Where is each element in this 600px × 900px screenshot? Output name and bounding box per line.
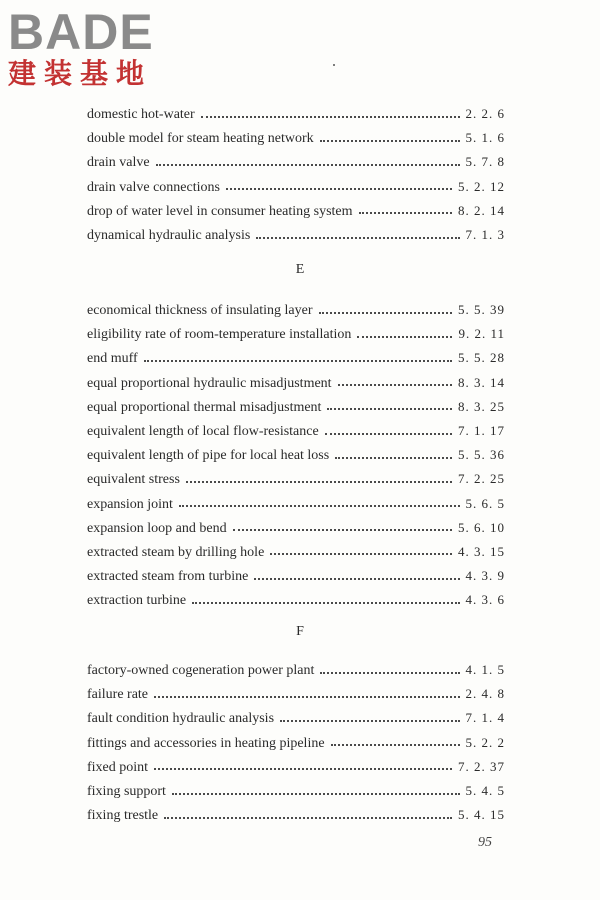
index-entry [87,371,505,395]
entry-reference: 7. 1. 4 [465,710,505,726]
entry-reference: 5. 7. 8 [465,154,505,170]
dot-leader [327,407,452,410]
index-section-d [87,102,505,247]
entry-term: fixed point [87,759,149,775]
entry-reference: 5. 2. 2 [465,734,505,750]
entry-term: eligibility rate of room-temperature installation [87,327,352,343]
entry-term: equal proportional thermal misadjustment [87,399,322,415]
section-letter-f: F [296,624,304,639]
dot-leader [201,115,460,118]
dot-leader [320,671,459,674]
entry-reference: 8. 2. 14 [458,202,505,218]
section-letter-e: E [295,262,305,277]
entry-term: domestic hot-water [87,107,195,122]
logo-chinese-text: 建装基地 [8,57,153,90]
entry-reference: 5. 5. 39 [458,302,505,317]
dot-leader [357,335,452,338]
dot-leader [226,187,452,190]
entry-term: end muff [87,351,138,367]
entry-term: expansion joint [87,496,173,512]
index-entry [87,731,505,755]
dot-leader [331,743,460,746]
entry-reference: 4. 3. 6 [465,592,505,608]
dot-leader [335,456,452,459]
entry-reference: 5. 6. 5 [465,495,505,511]
entry-term: dynamical hydraulic analysis [87,227,251,243]
index-entry [87,395,505,419]
index-entry [87,102,505,126]
index-entry [87,706,505,730]
entry-term: failure rate [87,687,149,703]
entry-term: factory-owned cogeneration power plant [87,663,315,678]
entry-term: extraction turbine [87,593,187,609]
index-entry [87,419,505,443]
dot-leader [192,601,459,604]
dot-leader [144,359,452,362]
dot-leader [164,816,452,819]
dot-leader [325,432,452,435]
entry-reference: 8. 3. 14 [458,374,505,390]
entry-reference: 4. 1. 5 [465,662,505,677]
index-entry [87,492,505,516]
dot-leader [319,311,453,314]
index-entry [87,588,505,612]
entry-term: double model for steam heating network [87,131,314,147]
entry-reference: 7. 2. 25 [458,471,505,487]
dot-leader [270,552,452,555]
entry-term: drain valve [87,155,150,171]
entry-reference: 5. 1. 6 [465,130,505,146]
index-entry [87,298,505,322]
entry-term: expansion loop and bend [87,520,227,536]
index-entry [87,467,505,491]
index-entry [87,540,505,564]
index-entry [87,175,505,199]
entry-reference: 4. 3. 15 [458,543,505,559]
dot-leader [179,504,460,507]
index-entry [87,150,505,174]
entry-reference: 5. 4. 15 [458,807,505,823]
entry-term: fixing support [87,783,166,799]
index-entry [87,564,505,588]
entry-term: economical thickness of insulating layer [87,303,313,318]
dot-leader [154,695,459,698]
entry-term: extracted steam from turbine [87,569,249,585]
dot-leader [154,767,452,770]
entry-term: drop of water level in consumer heating system [87,203,353,219]
dot-leader [359,211,452,214]
dot-leader [280,719,459,722]
index-entry [87,803,505,827]
dot-leader [186,480,452,483]
entry-term: extracted steam by drilling hole [87,544,265,560]
index-entry [87,322,505,346]
entry-reference: 7. 2. 37 [458,758,505,774]
entry-term: equivalent length of local flow-resistance [87,423,319,439]
entry-reference: 9. 2. 11 [458,326,505,342]
index-entry [87,443,505,467]
index-entry [87,126,505,150]
index-section-f [87,658,505,827]
entry-reference: 4. 3. 9 [465,568,505,584]
scan-speck [333,64,335,66]
entry-reference: 7. 1. 3 [465,226,505,242]
entry-reference: 5. 4. 5 [465,782,505,798]
entry-reference: 5. 2. 12 [458,178,505,194]
index-entry [87,658,505,682]
logo-wordmark: BADE [8,4,154,60]
index-entry [87,516,505,540]
dot-leader [156,163,460,166]
dot-leader [338,383,452,386]
index-entry [87,779,505,803]
dot-leader [256,236,459,239]
entry-reference: 5. 6. 10 [458,519,505,535]
entry-term: equivalent stress [87,472,180,488]
dot-leader [233,528,452,531]
entry-term: fixing trestle [87,808,159,824]
entry-reference: 5. 5. 28 [458,350,505,366]
entry-term: equal proportional hydraulic misadjustment [87,375,332,391]
index-entry [87,346,505,370]
entry-reference: 5. 5. 36 [458,447,505,463]
index-entry [87,682,505,706]
entry-term: equivalent length of pipe for local heat loss [87,448,330,464]
index-section-e [87,298,505,612]
entry-reference: 2. 2. 6 [465,106,505,121]
dot-leader [254,577,459,580]
index-entry [87,755,505,779]
entry-reference: 8. 3. 25 [458,398,505,414]
entry-reference: 7. 1. 17 [458,422,505,438]
dot-leader [172,792,460,795]
bade-logo [8,4,154,90]
entry-term: fault condition hydraulic analysis [87,711,275,727]
entry-reference: 2. 4. 8 [465,686,505,702]
entry-term: drain valve connections [87,179,220,195]
dot-leader [320,139,460,142]
index-entry [87,223,505,247]
index-entry [87,199,505,223]
entry-term: fittings and accessories in heating pipeline [87,735,325,751]
page-number: 95 [478,835,492,850]
